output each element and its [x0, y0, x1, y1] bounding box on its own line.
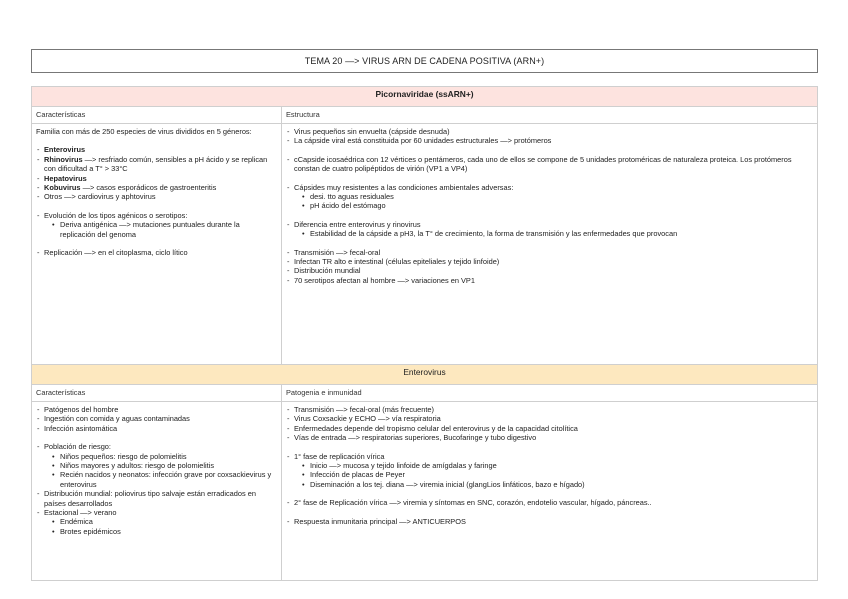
structure-item: - Virus pequeños sin envuelta (cápside desnuda) — [286, 127, 813, 136]
picorna-characteristics-cell — [32, 124, 282, 367]
entero-char-item: - Ingestión con comida y aguas contaminadas — [36, 414, 277, 423]
pathogenesis-item: - Enfermedades depende del tropismo celular del enterovirus y de la capacidad citolítica — [286, 424, 813, 433]
fase1-sub: • Infección de placas de Peyer — [302, 470, 813, 479]
entero-char-item: - Infección asintomática — [36, 424, 277, 433]
picorna-right-header: Estructura — [282, 107, 818, 124]
entero-left-header: Características — [32, 385, 282, 402]
pathogenesis-item: - Virus Coxsackie y ECHO —> vía respiratoria — [286, 414, 813, 423]
enterovirus-table — [31, 364, 818, 581]
estacional-sub: • Brotes epidémicos — [52, 527, 277, 536]
entero-pathogenesis-cell — [282, 402, 818, 581]
fase1-sub: • Diseminación a los tej. diana —> viremia inicial (glangLios linfáticos, bazo e hígado) — [302, 480, 813, 489]
entero-right-header: Patogenia e inmunidad — [282, 385, 818, 402]
poblacion-sub: • Recién nacidos y neonatos: infección grave por coxsackievirus y enterovirus — [52, 470, 277, 489]
respuesta-item: - Respuesta inmunitaria principal —> ANTICUERPOS — [286, 517, 813, 526]
pathogenesis-item: - Transmisión —> fecal-oral (más frecuente) — [286, 405, 813, 414]
transmission-item: - Transmisión —> fecal-oral — [286, 248, 813, 257]
entero-char-item: - Patógenos del hombre — [36, 405, 277, 414]
poblacion-sub: • Niños pequeños: riesgo de polomielitis — [52, 452, 277, 461]
fase2-item: - 2° fase de Replicación vírica —> viremia y síntomas en SNC, corazón, endotelio vascular, hígado, páncreas.. — [286, 498, 813, 507]
poblacion-sub: • Niños mayores y adultos: riesgo de polomielitis — [52, 461, 277, 470]
genus-item: - Enterovirus — [36, 145, 277, 154]
resistencia-sub: • desi. tto aguas residuales — [302, 192, 813, 201]
picorna-structure-cell — [282, 124, 818, 367]
transmission-item: - Distribución mundial — [286, 266, 813, 275]
genus-item: - Otros —> cardiovirus y aphtovirus — [36, 192, 277, 201]
transmission-item: - 70 serotipos afectan al hombre —> variaciones en VP1 — [286, 276, 813, 285]
replicacion-item: - Replicación —> en el citoplasma, ciclo lítico — [36, 248, 277, 257]
page-title — [31, 49, 818, 73]
capside-item: - cCapside icosaédrica con 12 vértices o pentámeros, cada uno de ellos se compone de 5 unidades protoméricas de naturaleza proteica. Los protómeros constan de cuatro polipéptidos de virión (VP1 a VP4) — [286, 155, 813, 174]
picornaviridae-band: Picornaviridae (ssARN+) — [32, 87, 818, 107]
genus-item: - Rhinovirus —> resfriado común, sensibles a pH ácido y se replican con dificultad a T° > 33°C — [36, 155, 277, 174]
resistencia-sub: • pH ácido del estómago — [302, 201, 813, 210]
entero-characteristics-cell — [32, 402, 282, 581]
enterovirus-band: Enterovirus — [32, 365, 818, 385]
poblacion-item: - Población de riesgo: • Niños pequeños: riesgo de polomielitis • Niños mayores y adultos: riesgo de polomielitis • Recién nacidos y neonatos: infección grave por coxsackievirus y enterovirus — [36, 442, 277, 489]
evolucion-sub: • Deriva antigénica —> mutaciones puntuales durante la replicación del genoma — [52, 220, 277, 239]
diferencia-sub: • Estabilidad de la cápside a pH3, la T° de crecimiento, la forma de transmisión y las enfermedades que provocan — [302, 229, 813, 238]
fase1-item: - 1° fase de replicación vírica • Inicio —> mucosa y tejido linfoide de amígdalas y faringe • Infección de placas de Peyer • Diseminación a los tej. diana —> viremia inicial (glangLios linfáticos, bazo e hígado) — [286, 452, 813, 490]
fase1-sub: • Inicio —> mucosa y tejido linfoide de amígdalas y faringe — [302, 461, 813, 470]
estacional-item: - Estacional —> verano • Endémica • Brotes epidémicos — [36, 508, 277, 536]
distribucion-item: - Distribución mundial: poliovirus tipo salvaje están erradicados en países desarrollados — [36, 489, 277, 508]
picorna-left-header: Características — [32, 107, 282, 124]
genus-item: - Hepatovirus — [36, 174, 277, 183]
diferencia-item: - Diferencia entre enterovirus y rinovirus • Estabilidad de la cápside a pH3, la T° de crecimiento, la forma de transmisión y las enfermedades que provocan — [286, 220, 813, 239]
pathogenesis-item: - Vías de entrada —> respiratorias superiores, Bucofaringe y tubo digestivo — [286, 433, 813, 442]
genus-item: - Kobuvirus —> casos esporádicos de gastroenteritis — [36, 183, 277, 192]
picornaviridae-table — [31, 86, 818, 367]
evolucion-item: - Evolución de los tipos agénicos o serotipos: • Deriva antigénica —> mutaciones puntuales durante la replicación del genoma — [36, 211, 277, 239]
estacional-sub: • Endémica — [52, 517, 277, 526]
page-title-text: TEMA 20 —> VIRUS ARN DE CADENA POSITIVA (ARN+) — [304, 56, 545, 66]
resistencia-item: - Cápsides muy resistentes a las condiciones ambientales adversas: • desi. tto aguas residuales • pH ácido del estómago — [286, 183, 813, 211]
picorna-intro: Familia con más de 250 especies de virus divididos en 5 géneros: — [36, 127, 252, 136]
genera-list — [36, 145, 277, 201]
transmission-item: - Infectan TR alto e intestinal (células epiteliales y tejido linfoide) — [286, 257, 813, 266]
structure-item: - La cápside viral está constituida por 60 unidades estructurales —> protómeros — [286, 136, 813, 145]
